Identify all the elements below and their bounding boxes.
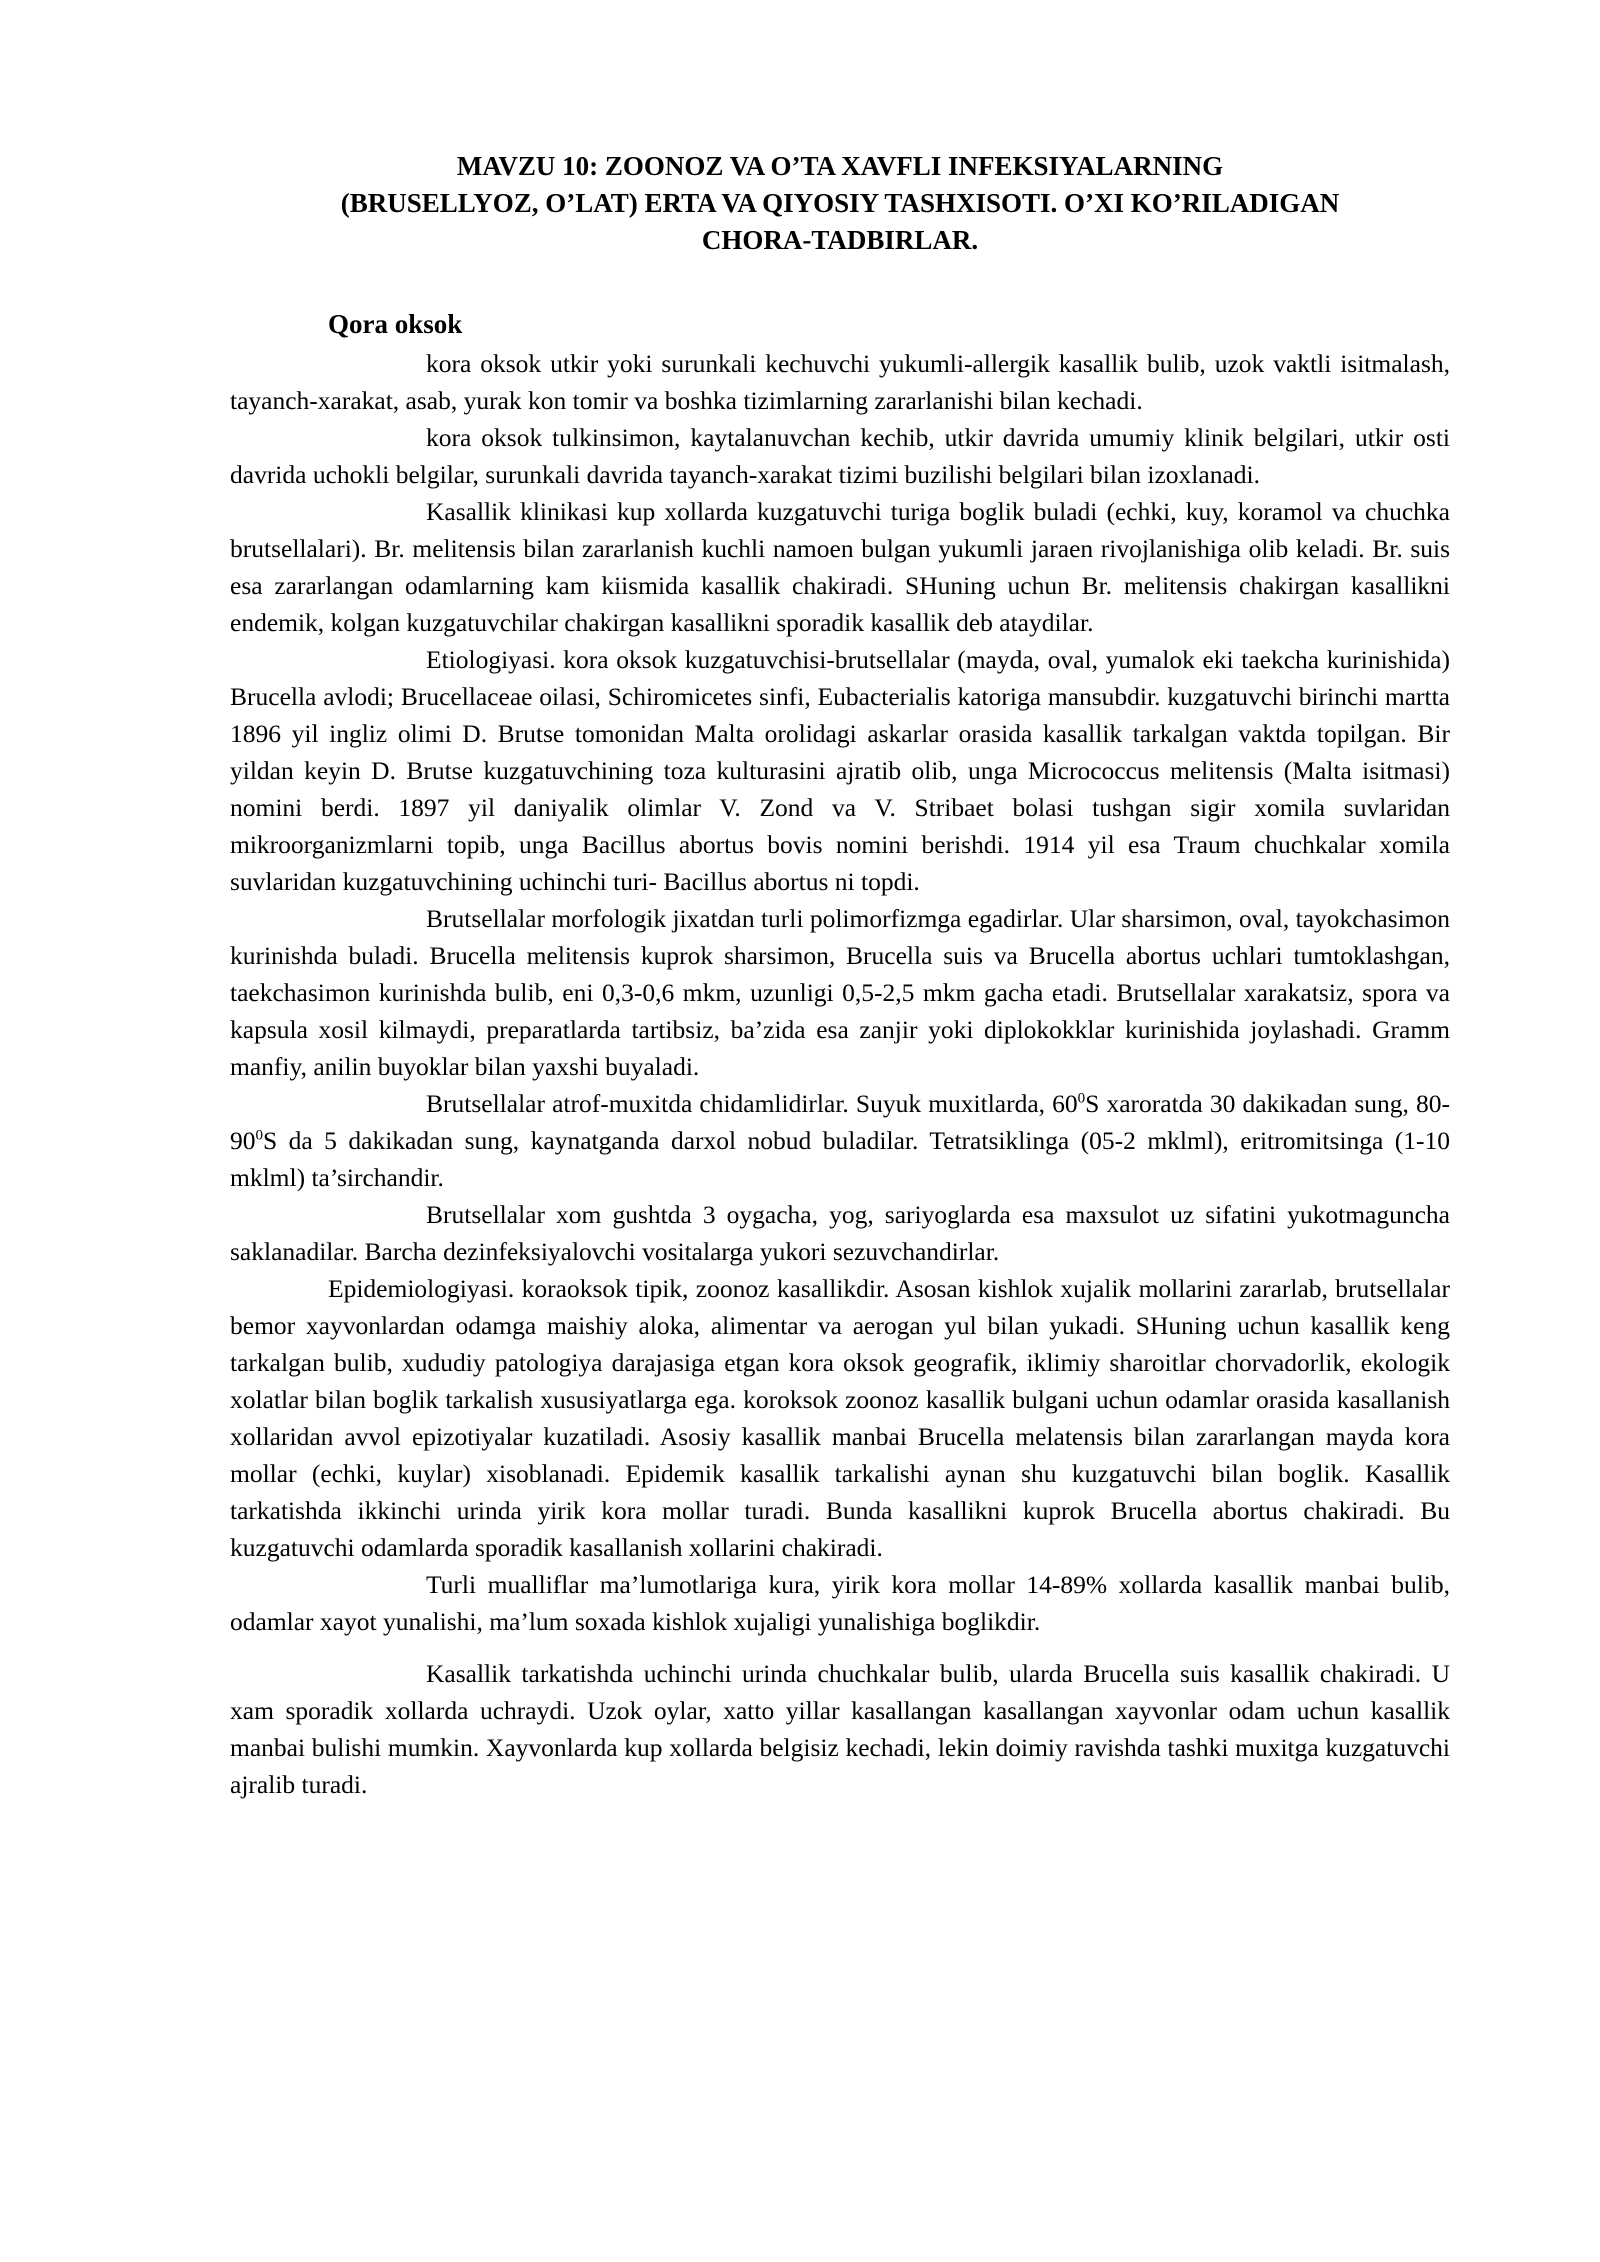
paragraph-text: Brutsellalar atrof-muxitda chidamlidirlar. Suyuk muxitlarda, 60 <box>426 1089 1078 1118</box>
paragraph: Brutsellalar morfologik jixatdan turli polimorfizmga egadirlar. Ular sharsimon, oval, tayokchasimon kurinishda buladi. Brucella melitensis kuprok sharsimon, Brucella suis va Brucella abortus uchlari tumtoklashgan, taekchasimon kurinishda bulib, eni 0,3-0,6 mkm, uzunligi 0,5-2,5 mkm gacha etadi. Brutsellalar xarakatsiz, spora va kapsula xosil kilmaydi, preparatlarda tartibsiz, ba’zida esa zanjir yoki diplokokklar kurinishida joylashadi. Gramm manfiy, anilin buyoklar bilan yaxshi buyaladi. <box>230 904 1450 1081</box>
paragraph <box>230 1085 1450 1196</box>
title-line: MAVZU 10: ZOONOZ VA O’TA XAVFLI INFEKSIYALARNING <box>456 151 1224 181</box>
degree-superscript: 0 <box>1077 1090 1086 1107</box>
paragraph: Turli mualliflar ma’lumotlariga kura, yirik kora mollar 14-89% xollarda kasallik manbai bulib, odamlar xayot yunalishi, ma’lum soxada kishlok xujaligi yunalishiga boglikdir. <box>230 1570 1450 1636</box>
document-page <box>230 148 1450 1803</box>
section-heading: Qora oksok <box>328 309 463 339</box>
paragraph: Etiologiyasi. kora oksok kuzgatuvchisi-brutsellalar (mayda, oval, yumalok eki taekcha kurinishida) Brucella avlodi; Brucellaceae oilasi, Schiromicetes sinfi, Eubacterialis katoriga mansubdir. kuzgatuvchi birinchi martta 1896 yil ingliz olimi D. Brutse tomonidan Malta orolidagi askarlar orasida kasallik tarkalgan vaktda topilgan. Bir yildan keyin D. Brutse kuzgatuvchining toza kulturasini ajratib olib, unga Micrococcus melitensis (Malta isitmasi) nomini berdi. 1897 yil daniyalik olimlar V. Zond va V. Stribaet bolasi tushgan sigir xomila suvlaridan mikroorganizmlarni topib, unga Bacillus abortus bovis nomini berishdi. 1914 yil esa Traum chuchkalar xomila suvlaridan kuzgatuvchining uchinchi turi- Bacillus abortus ni topdi. <box>230 645 1450 896</box>
paragraph: kora oksok tulkinsimon, kaytalanuvchan kechib, utkir davrida umumiy klinik belgilari, utkir osti davrida uchokli belgilar, surunkali davrida tayanch-xarakat tizimi buzilishi belgilari bilan izoxlanadi. <box>230 423 1450 489</box>
title-line: CHORA-TADBIRLAR. <box>701 225 979 255</box>
title-line: (BRUSELLYOZ, O’LAT) ERTA VA QIYOSIY TASHXISOTI. O’XI KO’RILADIGAN <box>340 188 1340 218</box>
degree-superscript: 0 <box>255 1127 263 1144</box>
paragraph: kora oksok utkir yoki surunkali kechuvchi yukumli-allergik kasallik bulib, uzok vaktli isitmalash, tayanch-xarakat, asab, yurak kon tomir va boshka tizimlarning zararlanishi bilan kechadi. <box>230 349 1450 415</box>
paragraph-text: S da 5 dakikadan sung, kaynatganda darxol nobud buladilar. Tetratsiklinga (05-2 mklml), eritromitsinga (1-10 mklml) ta’sirchandir. <box>230 1126 1450 1192</box>
paragraph: Kasallik klinikasi kup xollarda kuzgatuvchi turiga boglik buladi (echki, kuy, koramol va chuchka brutsellalari). Br. melitensis bilan zararlanish kuchli namoen bulgan yukumli jaraen rivojlanishiga olib keladi. Br. suis esa zararlangan odamlarning kam kiismida kasallik chakiradi. SHuning uchun Br. melitensis chakirgan kasallikni endemik, kolgan kuzgatuvchilar chakirgan kasallikni sporadik kasallik deb ataydilar. <box>230 497 1450 637</box>
paragraph: Epidemiologiyasi. koraoksok tipik, zoonoz kasallikdir. Asosan kishlok xujalik mollarini zararlab, brutsellalar bemor xayvonlardan odamga maishiy aloka, alimentar va aerogan yul bilan yukadi. SHuning uchun kasallik keng tarkalgan bulib, xududiy patologiya darajasiga etgan kora oksok geografik, iklimiy sharoitlar chorvadorlik, ekologik xolatlar bilan boglik tarkalish xususiyatlarga ega. koroksok zoonoz kasallik bulgani uchun odamlar orasida kasallanish xollaridan avvol epizotiyalar kuzatiladi. Asosiy kasallik manbai Brucella melatensis bilan zararlangan mayda kora mollar (echki, kuylar) xisoblanadi. Epidemik kasallik tarkalishi aynan shu kuzgatuvchi bilan boglik. Kasallik tarkatishda ikkinchi urinda yirik kora mollar turadi. Bunda kasallikni kuprok Brucella abortus chakiradi. Bu kuzgatuvchi odamlarda sporadik kasallanish xollarini chakiradi. <box>230 1274 1450 1562</box>
document-title <box>230 148 1450 259</box>
paragraph: Brutsellalar xom gushtda 3 oygacha, yog, sariyoglarda esa maxsulot uz sifatini yukotmaguncha saklanadilar. Barcha dezinfeksiyalovchi vositalarga yukori sezuvchandirlar. <box>230 1200 1450 1266</box>
paragraph-text: S xaroratda 30 dakikadan sung, 80-90 <box>230 1089 1450 1155</box>
paragraph: Kasallik tarkatishda uchinchi urinda chuchkalar bulib, ularda Brucella suis kasallik chakiradi. U xam sporadik xollarda uchraydi. Uzok oylar, xatto yillar kasallangan kasallangan xayvonlar odam uchun kasallik manbai bulishi mumkin. Xayvonlarda kup xollarda belgisiz kechadi, lekin doimiy ravishda tashki muxitga kuzgatuvchi ajralib turadi. <box>230 1659 1450 1799</box>
